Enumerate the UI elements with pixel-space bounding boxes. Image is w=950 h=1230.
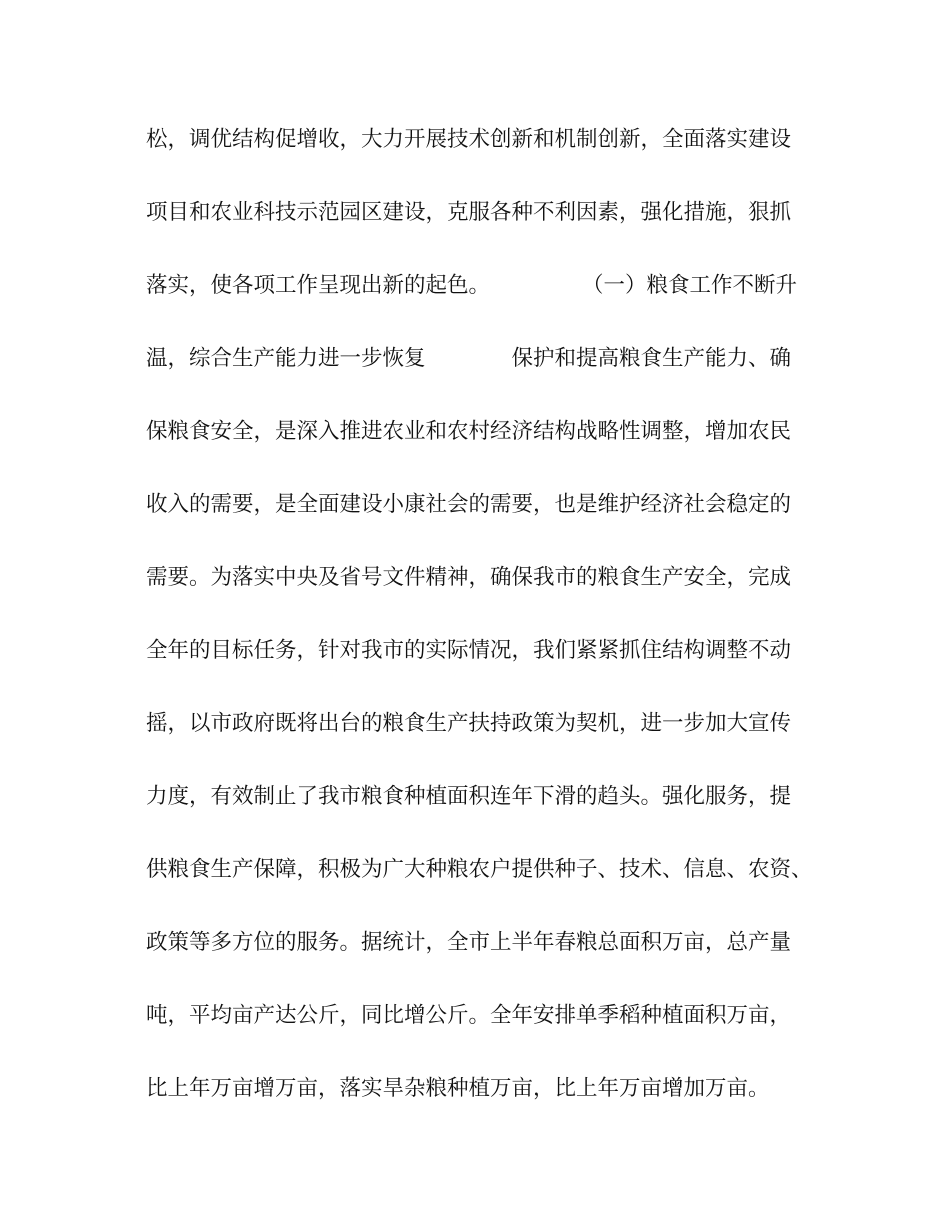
text-line-content: 摇，以市政府既将出台的粮食生产扶持政策为契机，进一步加大宣传 xyxy=(146,711,792,736)
text-line-content: 收入的需要，是全面建设小康社会的需要，也是维护经济社会稳定的 xyxy=(146,492,792,517)
text-line-content: 力度，有效制止了我市粮食种植面积连年下滑的趋头。强化服务，提 xyxy=(146,784,792,809)
text-line-content: 落实，使各项工作呈现出新的起色。 xyxy=(146,273,491,298)
text-line-content: 保粮食安全，是深入推进农业和农村经济结构战略性调整，增加农民 xyxy=(146,419,792,444)
body-text xyxy=(146,121,826,1143)
text-line xyxy=(146,851,826,924)
text-line xyxy=(146,121,826,194)
text-line-content: 保护和提高粮食生产能力、确 xyxy=(511,346,792,371)
text-line xyxy=(146,924,826,997)
text-line xyxy=(146,997,826,1070)
text-line-content: 项目和农业科技示范园区建设，克服各种不利因素，强化措施，狠抓 xyxy=(146,200,792,225)
text-line-content: 比上年万亩增万亩，落实旱杂粮种植万亩，比上年万亩增加万亩。 xyxy=(146,1076,770,1101)
text-line xyxy=(146,486,826,559)
text-line-content: 供粮食生产保障，积极为广大种粮农户提供种子、技术、信息、农资、 xyxy=(146,857,813,882)
section-heading-end: 温，综合生产能力进一步恢复 xyxy=(146,346,426,371)
text-line xyxy=(146,559,826,632)
text-line xyxy=(146,194,826,267)
section-heading-start: （一）粮食工作不断升 xyxy=(582,273,798,298)
text-line xyxy=(146,413,826,486)
text-line-content: 全年的目标任务，针对我市的实际情况，我们紧紧抓住结构调整不动 xyxy=(146,638,792,663)
text-line-content: 政策等多方位的服务。据统计，全市上半年春粮总面积万亩，总产量 xyxy=(146,930,792,955)
text-line xyxy=(146,632,826,705)
text-line xyxy=(146,705,826,778)
text-line xyxy=(146,340,826,413)
text-line xyxy=(146,778,826,851)
text-line-content: 松，调优结构促增收，大力开展技术创新和机制创新，全面落实建设 xyxy=(146,127,792,152)
text-line-content: 吨，平均亩产达公斤，同比增公斤。全年安排单季稻种植面积万亩， xyxy=(146,1003,792,1028)
text-line xyxy=(146,267,826,340)
text-line xyxy=(146,1070,826,1143)
text-line-content: 需要。为落实中央及省号文件精神，确保我市的粮食生产安全，完成 xyxy=(146,565,792,590)
